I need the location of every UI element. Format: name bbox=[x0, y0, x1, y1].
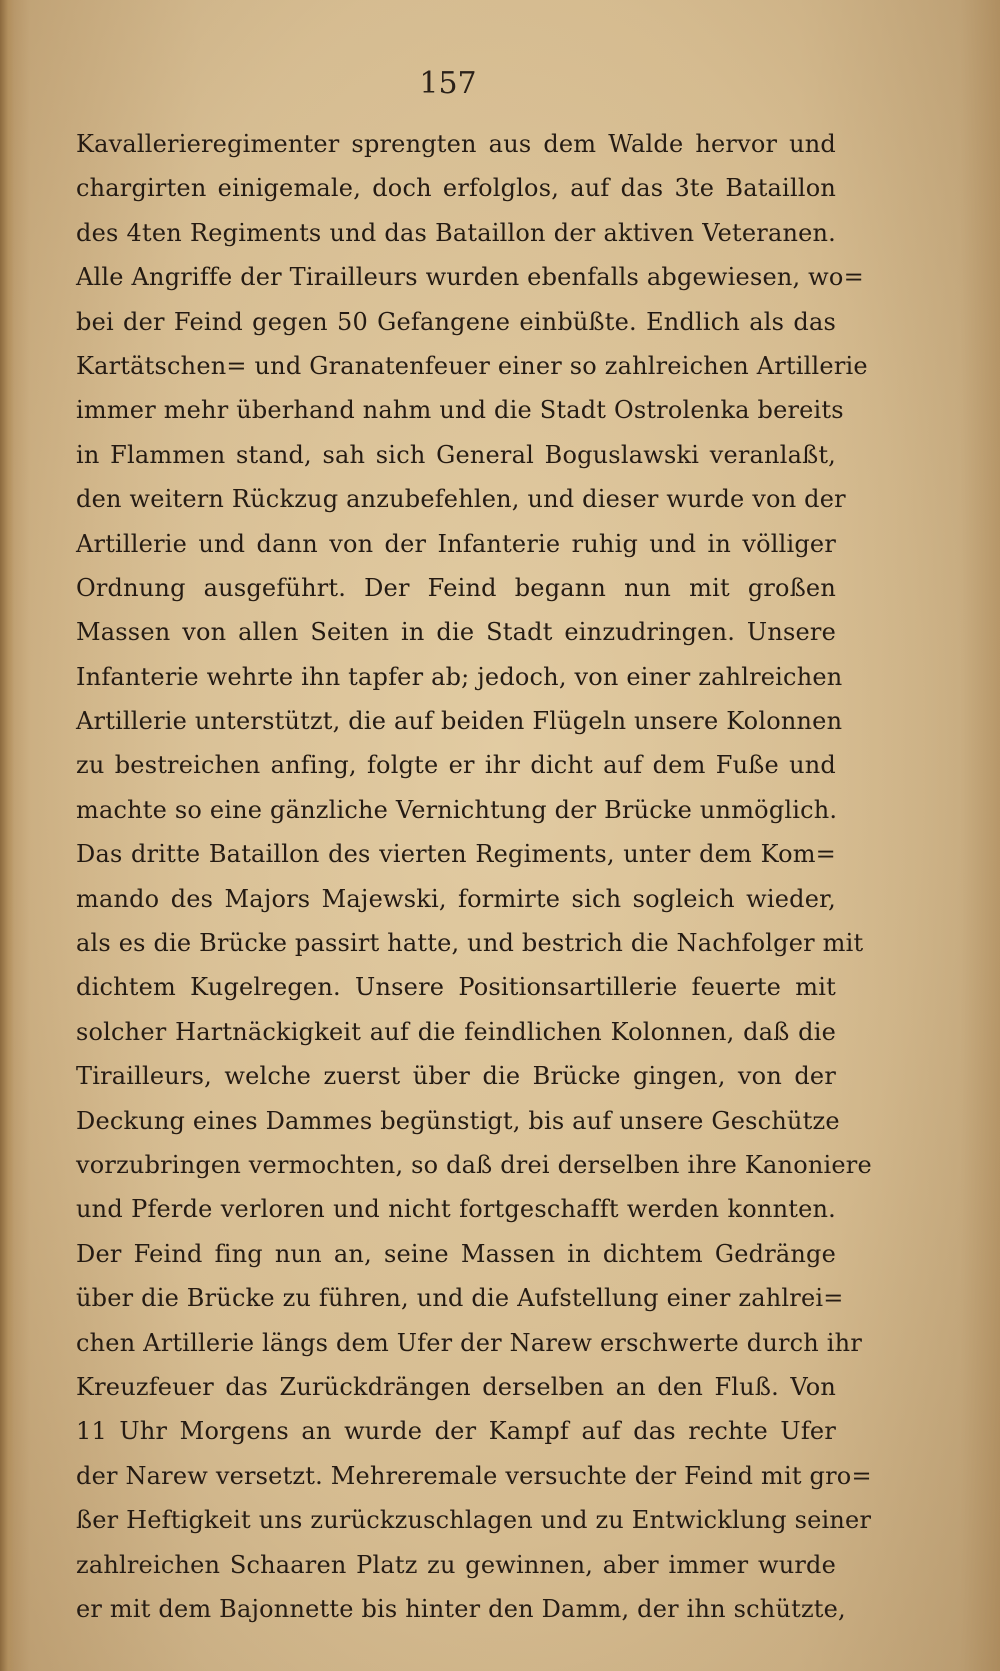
text-line: er mit dem Bajonnette bis hinter den Damm, der ihn schützte, bbox=[76, 1594, 846, 1623]
text-line: Kreuzfeuer das Zurückdrängen derselben an den Fluß. Von bbox=[76, 1372, 836, 1401]
text-line: solcher Hartnäckigkeit auf die feindlichen Kolonnen, daß die bbox=[76, 1017, 836, 1046]
text-line: in Flammen stand, sah sich General Boguslawski veranlaßt, bbox=[76, 440, 836, 469]
text-line: dichtem Kugelregen. Unsere Positionsartillerie feuerte mit bbox=[76, 973, 836, 1002]
text-line: chargirten einigemale, doch erfolglos, auf das 3te Bataillon bbox=[76, 174, 836, 203]
text-line: Tirailleurs, welche zuerst über die Brücke gingen, von der bbox=[76, 1062, 836, 1091]
text-line: des 4ten Regiments und das Bataillon der aktiven Veteranen. bbox=[76, 218, 836, 247]
text-line: Kartätschen= und Granatenfeuer einer so zahlreichen Artillerie bbox=[76, 351, 868, 380]
body-text bbox=[76, 122, 872, 1631]
text-line: machte so eine gänzliche Vernichtung der Brücke unmöglich. bbox=[76, 795, 838, 824]
text-line: Deckung eines Dammes begünstigt, bis auf unsere Geschütze bbox=[76, 1106, 840, 1135]
page-gutter-shadow bbox=[0, 0, 14, 1671]
text-line: Artillerie unterstützt, die auf beiden Flügeln unsere Kolonnen bbox=[76, 707, 843, 736]
text-line: Der Feind fing nun an, seine Massen in dichtem Gedränge bbox=[76, 1239, 836, 1268]
text-line: als es die Brücke passirt hatte, und bestrich die Nachfolger mit bbox=[76, 929, 864, 958]
text-line: zu bestreichen anfing, folgte er ihr dicht auf dem Fuße und bbox=[76, 751, 836, 780]
text-line: chen Artillerie längs dem Ufer der Narew erschwerte durch ihr bbox=[76, 1328, 863, 1357]
text-line: immer mehr überhand nahm und die Stadt Ostrolenka bereits bbox=[76, 396, 844, 425]
text-line: Alle Angriffe der Tirailleurs wurden ebenfalls abgewiesen, wo= bbox=[76, 263, 864, 292]
text-line: 11 Uhr Morgens an wurde der Kampf auf das rechte Ufer bbox=[76, 1417, 836, 1446]
text-line: bei der Feind gegen 50 Gefangene einbüßte. Endlich als das bbox=[76, 307, 836, 336]
text-line: Massen von allen Seiten in die Stadt einzudringen. Unsere bbox=[76, 618, 836, 647]
text-line: über die Brücke zu führen, und die Aufstellung einer zahlrei= bbox=[76, 1284, 844, 1313]
text-line: Das dritte Bataillon des vierten Regiments, unter dem Kom= bbox=[76, 840, 836, 869]
text-line: Ordnung ausgeführt. Der Feind begann nun mit großen bbox=[76, 573, 836, 602]
text-line: zahlreichen Schaaren Platz zu gewinnen, aber immer wurde bbox=[76, 1550, 836, 1579]
text-line: ßer Heftigkeit uns zurückzuschlagen und zu Entwicklung seiner bbox=[76, 1506, 872, 1535]
text-line: Kavallerieregimenter sprengten aus dem Walde hervor und bbox=[76, 130, 836, 158]
text-line: der Narew versetzt. Mehreremale versuchte der Feind mit gro= bbox=[76, 1461, 872, 1490]
page-number: 157 bbox=[419, 66, 477, 101]
text-line: Artillerie und dann von der Infanterie ruhig und in völliger bbox=[76, 529, 836, 558]
text-line: und Pferde verloren und nicht fortgeschafft werden konnten. bbox=[76, 1195, 836, 1224]
text-line: vorzubringen vermochten, so daß drei derselben ihre Kanoniere bbox=[76, 1150, 872, 1179]
text-line: Infanterie wehrte ihn tapfer ab; jedoch, von einer zahlreichen bbox=[76, 662, 843, 691]
text-line: den weitern Rückzug anzubefehlen, und dieser wurde von der bbox=[76, 485, 846, 514]
text-line: mando des Majors Majewski, formirte sich sogleich wieder, bbox=[76, 884, 836, 913]
